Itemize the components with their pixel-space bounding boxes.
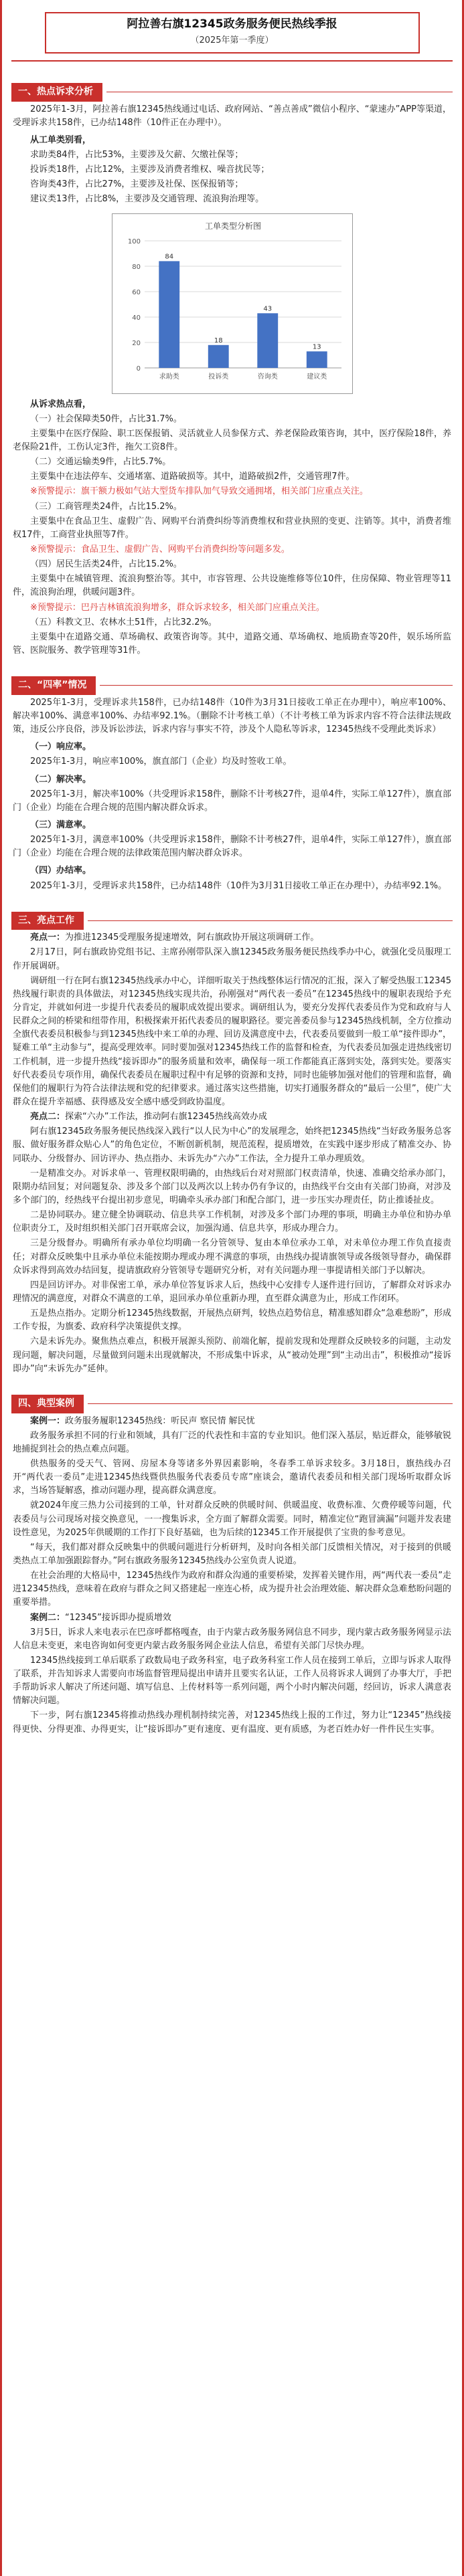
- rate-2-text: 2025年1-3月，解决率100%（共受理诉求158件，删除不计考核27件，退单4件，实际工单127件），旗直部门（企业）均能在合理合规的范围内解决群众诉求。: [13, 789, 451, 813]
- s1-intro: 2025年1-3月，阿拉善右旗12345热线通过电话、政府网站、“善点善成”微信小程序、“蒙速办”APP等渠道，受理诉求共158件，已办结148件（10件正在办理中）。: [13, 104, 451, 128]
- section-3-line: [88, 920, 453, 921]
- s1-area-heading: 从诉求热点看，: [30, 399, 92, 409]
- case-2-p2: 12345热线接到工单后联系了政数局电子政务科室，电子政务科室工作人员在接到工单后，立即与诉求人取得了联系，并告知诉求人需要向市场监督管理局提出申请并且要实名认证，工作人员将诉求人调到了办事大厅，手把手帮助诉求人解决了所述问题、填写信息、上传材料等一系列问题，两个小时内解决问题，经回访，诉求人满意表情解决问题。: [13, 1655, 451, 1706]
- case-1-p3: 就2024年度三热力公司接到的工单，针对群众反映的供暖时间、供暖温度、收费标准、欠费停暖等问题，代表委员与公司现场对接交换意见，一一搜集诉求，全方面了解群众需要。同时，精准定位“跑冒滴漏”问题并发表建设性意见，为2025年供暖期的工作打下良好基础，也为后续的12345工作开展提供了宝贵的参考意见。: [13, 1500, 451, 1538]
- report-title: 阿拉善右旗12345政务服务便民热线季报: [127, 17, 337, 31]
- highlight-2-label: 亮点二：: [30, 1112, 66, 1122]
- case-1-p4: “每天，我们都对群众反映集中的供暖问题进行分析研判，及时向各相关部门反馈相关情况，对于接到的供暖类热点工单加强跟踪督办。”阿右旗政务服务12345热线办公室负责人说道。: [13, 1542, 451, 1566]
- s1-type-line: 建议类13件，占比8%，主要涉及交通管理、流浪狗治理等。: [30, 194, 264, 205]
- chart-data-label: 84: [164, 253, 173, 261]
- chart-x-tick-label: 求助类: [159, 373, 179, 381]
- chart-y-tick-label: 100: [127, 237, 141, 245]
- section-4-title: 四、典型案例: [11, 1395, 84, 1413]
- case-1-p2: 供热服务的受天气、管网、房屋本身等诸多外界因素影响，冬春季工单诉求较多。3月18日，旗热线办召开“两代表一委员”走进12345热线暨供热服务代表委员专席”座谈会，邀请代表委员和相关部门现场听取群众诉求，当场答疑解惑，推动问题办理，提高群众满意度。: [13, 1458, 451, 1496]
- highlight-2-lead-text: 探索“六办”工作法，推动阿右旗12345热线高效办成: [65, 1112, 267, 1122]
- ticket-type-chart: [112, 213, 353, 394]
- area-4-title: （四）居民生活类24件，占比15.2%。: [30, 559, 182, 570]
- case-1-label: 案例一：: [30, 1415, 66, 1426]
- section-2-body: [11, 696, 453, 893]
- case-1-lead-text: 政务服务履职12345热线：听民声 察民情 解民忧: [65, 1415, 255, 1426]
- rate-3-title: （三）满意率。: [30, 819, 92, 830]
- section-3-body: [11, 931, 453, 1376]
- rate-3-text: 2025年1-3月，满意率100%（共受理诉求158件，删除不计考核27件，退单4件，实际工单127件），旗直部门（企业）均能在合理合规的法律政策范围内解决群众诉求。: [13, 835, 451, 859]
- chart-y-tick-label: 20: [131, 339, 141, 347]
- highlight-1-p2: 调研组一行在阿右旗12345热线承办中心，详细听取关于热线整体运行情况的汇报，深入了解受热服工12345热线履行职责的具体做法，对12345热线实现共治，孙刚强对“两代表一委员”在12345热线中的履职表现给予充分肯定，并就如何进一步提升代表委员的履职成效提出要求。调研组认为，要充分发挥代表委员作为党和政府与人民群众之间的桥梁和纽带作用，积极探索开拓代表委员的履职路径。要完善委员参与12345热线机制，全方位推动全旗代表委员积极参与到12345热线中来工单的办理、回访及满意度中去，代表委员要做到一般工单“接件即办”，疑难工单“主动参与”，提高受理效率。同时要加强对12345热线工作的监督和检查，为代表委员加强走进热线密切工作机制，进一步提升热线“接诉即办”的服务质量和效率，确保每一项工作都能真正落到实处，落到实处。要落实好代表委员专项作用，确保代表委员在履职过程中有足够的资源和支持，同时也能够加强对他们的管理和监督，确保他们的履职行为符合法律法规和党的纪律要求。通过落实这些措施，切实打通服务群众的“最后一公里”，使广大群众在提升幸福感、获得感及安全感中感受到政协温度。: [13, 975, 451, 1108]
- chart-x-tick-label: 建议类: [306, 373, 327, 381]
- ticket-type-chart-svg: [112, 214, 354, 395]
- highlight-1-lead-text: 为推进12345受理服务提速增效，阿右旗政协开展这项调研工作。: [65, 932, 319, 943]
- area-1-title: （一）社会保障类50件，占比31.7%。: [30, 413, 182, 424]
- area-4-text: 主要集中在城镇管理、流浪狗整治等。其中，市容管理、公共设施维修等位10件，住房保障、物业管理等11件，流浪狗治理，供暖问题3件。: [13, 574, 451, 598]
- rate-2-title: （二）解决率。: [30, 774, 92, 785]
- area-2-text: 主要集中在违法停车、交通堵塞、道路破损等。其中，道路破损2件，交通管理7件。: [30, 472, 355, 482]
- highlight-1-p1: 2月17日，阿右旗政协党组书记、主席孙刚带队深入旗12345政务服务便民热线季办中心，就强化受员服理工作开展调研。: [13, 947, 451, 971]
- case-2-p1: 3月5日，诉求人来电表示在巴彦呼都格嘎查，由于内蒙古政务服务网信息不同步，现内蒙古政务服务网显示法人信息未变更，来电咨询如何变更内蒙古政务服务网企业法人信息，希望有关部门尽快办理。: [13, 1627, 451, 1651]
- area-3-title: （三）工商管理类24件，占比15.2%。: [30, 501, 182, 512]
- area-2-title: （二）交通运输类9件，占比5.7%。: [30, 457, 171, 468]
- case-2-label: 案例二：: [30, 1612, 66, 1623]
- chart-data-label: 18: [214, 336, 223, 344]
- case-1-p1: 政务服务承担不同的行业和领域，具有厂泛的代表性和丰富的专业知识。他们深入基层，贴近群众，能够敏锐地捕捉到社会的热点难点问题。: [13, 1430, 451, 1454]
- chart-y-tick-label: 60: [131, 288, 141, 296]
- case-2-lead-text: “12345”接诉即办提质增效: [65, 1612, 171, 1623]
- area-3-warning: ※预警提示：食品卫生、虚假广告、网购平台消费纠纷等问题多发。: [30, 544, 290, 555]
- chart-bar: [257, 313, 278, 368]
- section-2-line: [100, 685, 453, 686]
- highlight-2-item: 五是热点指办。定期分析12345热线数据，开展热点研判，较热点趋势信息，精准感知群众“急难愁盼”，形成工作专报，为旗委、政府科学决策提供支撑。: [13, 1308, 451, 1332]
- chart-bar: [159, 261, 179, 368]
- case-2-lead: [13, 1611, 451, 1625]
- chart-data-label: 13: [312, 342, 321, 351]
- rate-1-text: 2025年1-3月，响应率100%，旗直部门（企业）均及时签收工单。: [30, 757, 292, 767]
- chart-data-label: 43: [262, 304, 272, 312]
- section-4-body: [11, 1415, 453, 1737]
- section-1-body: [11, 103, 453, 658]
- section-2-title: 二、“四率”情况: [11, 676, 96, 695]
- highlight-1-label: 亮点一：: [30, 932, 66, 943]
- chart-bar: [306, 351, 327, 368]
- chart-title: 工单类型分析图: [204, 221, 261, 231]
- case-1-p5: 在社会治理的大格局中，12345热线作为政府和群众沟通的重要桥梁，发挥着关键作用，两“两代表一委员”走进12345热线，意味着在政府与群众之间又搭建起一座连心桥，成为提升社会治理效能、解决群众急难愁盼问题的重要举措。: [13, 1571, 451, 1608]
- report-period: （2025年第一季度）: [190, 35, 274, 45]
- area-5-text: 主要集中在道路交通、草场确权、政策咨询等。其中，道路交通、草场确权、地质勘查等20件，娱乐场所监管、医院服务、教学管理等31件。: [13, 631, 451, 656]
- section-2-header: [11, 658, 453, 695]
- s1-type-heading: 从工单类别看，: [30, 134, 92, 145]
- chart-x-tick-label: 咨询类: [257, 373, 278, 381]
- s1-type-line: 投诉类18件，占比12%，主要涉及消费者维权、噪音扰民等；: [30, 165, 270, 175]
- area-3-text: 主要集中在食品卫生、虚假广告、网购平台消费纠纷等消费维权和营业执照的变更、注销等。其中，消费者维权17件，工商营业执照等7件。: [13, 516, 451, 540]
- chart-y-tick-label: 0: [136, 365, 141, 373]
- case-2-p3: 下一步，阿右旗12345将推动热线办理机制持续完善，对12345热线上报的工作过，努力让“12345”热线接得更快、分得更准、办得更实，让“接诉即办”更有速度、更有温度、更有质感，为老百姓办好一件件民生实事。: [13, 1710, 451, 1735]
- title-divider: [11, 60, 453, 62]
- highlight-2-item: 六是未诉先办。聚焦热点难点，积极开展源头预防、前端化解，提前发现和处理群众反映较多的问题，主动发现问题，解决问题，尽量做到问题未出现就解决，不形成集中诉求，从“被动处理”到“主动出击”，积极推动“接诉即办”向“未诉先办”延伸。: [13, 1336, 451, 1374]
- report-title-box: [45, 12, 420, 54]
- rate-4-title: （四）办结率。: [30, 866, 92, 876]
- section-4-header: [11, 1376, 453, 1413]
- chart-y-tick-label: 40: [131, 314, 141, 322]
- s2-intro: 2025年1-3月，受理诉求共158件，已办结148件（10件为3月31日接收工单正在办理中），响应率100%、解决率100%、满意率100%、办结率92.1%。（删除不计考核工单）（不计考核工单为诉求内容不符合法律法规政策，违反公序良俗，涉及诉讼涉法，诉求内容与事实不符，涉及个人隐私等诉求，12345热线不受理此类诉求）: [13, 697, 451, 735]
- highlight-1-lead: [13, 931, 451, 945]
- area-4-warning: ※预警提示：巴丹吉林镇流浪狗增多，群众诉求较多，相关部门应重点关注。: [30, 602, 325, 613]
- chart-bar: [208, 344, 228, 367]
- chart-x-tick-label: 投诉类: [208, 373, 228, 381]
- rate-4-text: 2025年1-3月，受理诉求共158件，已办结148件（10件为3月31日接收工单正在办理中），办结率92.1%。: [30, 880, 447, 891]
- area-5-title: （五）科教文卫、农林水土51件，占比32.2%。: [30, 617, 217, 627]
- highlight-2-item: 三是分级督办。明确所有承办单位均明确一名分管领导、复由本单位承办工单，对未单位办理工作负直接责任；对群众反映集中且承办单位未能按期办理或办理不满意的事项，由热线办提请旗领导或各级领导督办，确保群众诉求得到高效办结回复，提请旗政府分管领导专题研究分析，对有关问题办理一事提请相关部门予以解决。: [13, 1238, 451, 1276]
- highlight-2-lead: [13, 1110, 451, 1124]
- chart-y-tick-label: 80: [131, 263, 141, 271]
- rate-1-title: （一）响应率。: [30, 742, 92, 753]
- area-1-text: 主要集中在医疗保险、职工医保报销、灵活就业人员参保方式、养老保险政策咨询，其中，医疗保险18件，养老保险21件，工伤认定3件，拖欠工资8件。: [13, 428, 451, 453]
- s1-type-line: 求助类84件，占比53%，主要涉及欠薪、欠缴社保等；: [30, 150, 244, 161]
- section-1-header: [11, 64, 453, 102]
- section-4-line: [88, 1403, 453, 1404]
- highlight-2-item: 一是精准交办。对诉求单一、管理权限明确的，由热线后台对对照部门权责清单，快速、准确交给承办部门，限期办结回复；对问题复杂、涉及多个部门以及两次以上转办仍有争议的，由热线平台交由有关部门协商，对涉及多个部门的，经热线平台提出初步意见，明确牵头承办部门和配合部门，进一步压实办理责任，防止推诿扯皮。: [13, 1168, 451, 1206]
- highlight-2-item: 二是协同联办。建立健全协调联动、信息共享工作机制，对涉及多个部门办理的事项，明确主办单位和协办单位职责分工，及时组织相关部门召开联席会议，加强沟通、信息共享，形成办理合力。: [13, 1210, 451, 1234]
- section-3-title: 三、亮点工作: [11, 912, 84, 930]
- case-1-lead: [13, 1415, 451, 1428]
- area-2-warning: ※预警提示：旗干额力极如气站大型货车排队加气导致交通拥堵，相关部门应重点关注。: [30, 486, 368, 497]
- highlight-2-item: 四是回访评办。对非保密工单，承办单位答复诉求人后，热线中心安排专人逐件进行回访，了解群众对诉求办理情况的满意度，对群众不满意的工单，退回承办单位重新办理，直至群众满意为止，形成工作闭环。: [13, 1280, 451, 1304]
- s1-type-line: 咨询类43件，占比27%，主要涉及社保、医保报销等；: [30, 179, 244, 190]
- highlight-2-p1: 阿右旗12345政务服务便民热线深入践行“以人民为中心”的发展理念，始终把12345热线“当好政务服务总客服、做好服务群众贴心人”的角色定位，不断创新机制，规范流程，提质增效，在实践中逐步形成了精准交办、协同联办、分级督办、回访评办、热点指办、未诉先办“六办”工作法，全力提升工单办理质效。: [13, 1126, 451, 1164]
- footer-space: [11, 1737, 453, 1763]
- section-1-title: 一、热点诉求分析: [11, 83, 102, 102]
- section-3-header: [11, 893, 453, 930]
